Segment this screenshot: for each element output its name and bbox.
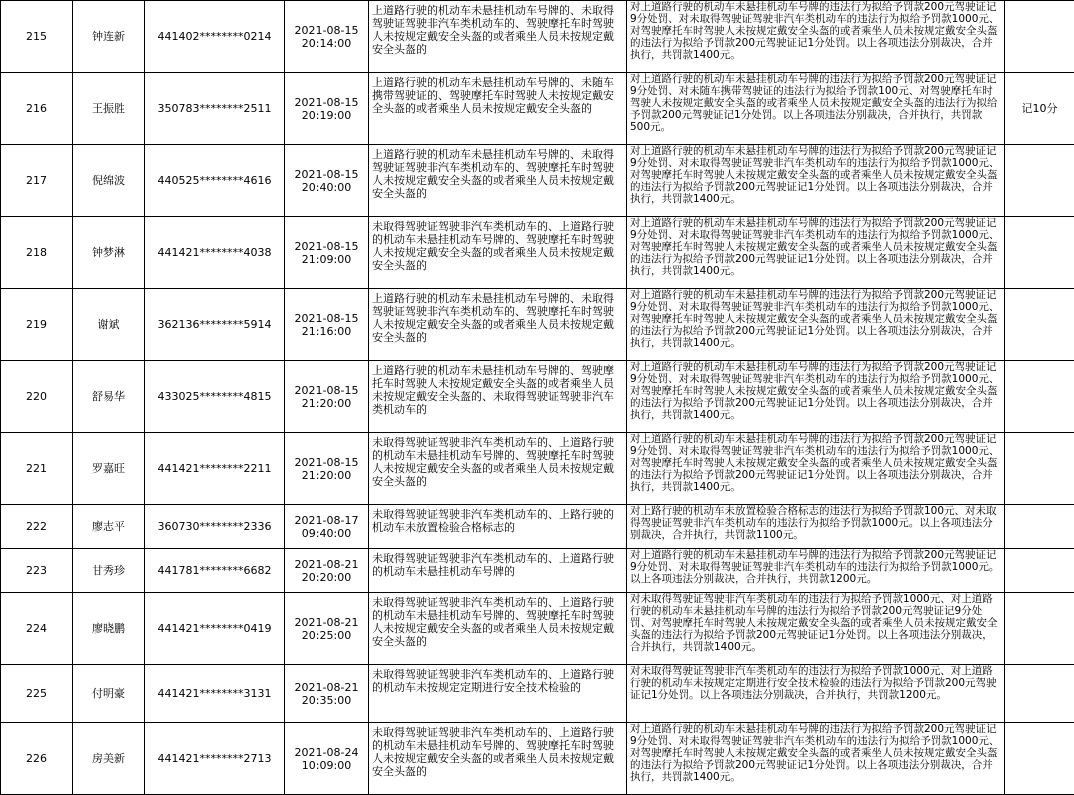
violation-description: 未取得驾驶证驾驶非汽车类机动车的、上道路行驶的机动车未悬挂机动车号牌的、驾驶摩托车时驾驶人未按规定戴安全头盔的或者乘坐人员未按规定戴安全头盔的 [369,593,627,665]
id-number: 350783********2511 [145,73,285,145]
table-row [1,145,1074,217]
person-name: 舒易华 [73,361,145,433]
table-row [1,1,1074,73]
row-number: 224 [1,593,73,665]
table-row [1,665,1074,723]
id-number: 441421********2713 [145,723,285,795]
violation-time: 2021-08-24 10:09:00 [285,723,369,795]
row-number: 223 [1,549,73,593]
penalty-decision: 对上路行驶的机动车未放置检验合格标志的违法行为拟给予罚款100元、对未取得驾驶证驾驶非汽车类机动车的违法行为拟给予罚款1000元。以上各项违法分别裁决，合并执行，共罚款1100元。 [627,505,1005,549]
person-name: 钟连新 [73,1,145,73]
violation-time: 2021-08-15 21:16:00 [285,289,369,361]
violation-description: 上道路行驶的机动车未悬挂机动车号牌的、未取得驾驶证驾驶非汽车类机动车的、驾驶摩托车时驾驶人未按规定戴安全头盔的或者乘坐人员未按规定戴安全头盔的 [369,289,627,361]
violation-description: 未取得驾驶证驾驶非汽车类机动车的、上道路行驶的机动车未悬挂机动车号牌的、驾驶摩托车时驾驶人未按规定戴安全头盔的或者乘坐人员未按规定戴安全头盔的 [369,433,627,505]
extra-note [1005,361,1074,433]
row-number: 221 [1,433,73,505]
row-number: 222 [1,505,73,549]
violation-time: 2021-08-15 20:19:00 [285,73,369,145]
id-number: 441421********2211 [145,433,285,505]
id-number: 440525********4616 [145,145,285,217]
violation-time: 2021-08-21 20:35:00 [285,665,369,723]
violation-description: 上道路行驶的机动车未悬挂机动车号牌的、驾驶摩托车时驾驶人未按规定戴安全头盔的或者乘坐人员未按规定戴安全头盔的、未取得驾驶证驾驶非汽车类机动车的 [369,361,627,433]
penalty-decision: 对上道路行驶的机动车未悬挂机动车号牌的违法行为拟给予罚款200元驾驶证记9分处罚、对未取得驾驶证驾驶非汽车类机动车的违法行为拟给予罚款1000元。以上各项违法分别裁决，合并执行，共罚款1200元。 [627,549,1005,593]
row-number: 218 [1,217,73,289]
id-number: 433025********4815 [145,361,285,433]
violation-description: 上道路行驶的机动车未悬挂机动车号牌的、未取得驾驶证驾驶非汽车类机动车的、驾驶摩托车时驾驶人未按规定戴安全头盔的或者乘坐人员未按规定戴安全头盔的 [369,145,627,217]
extra-note [1005,1,1074,73]
penalty-decision: 对上道路行驶的机动车未悬挂机动车号牌的违法行为拟给予罚款200元驾驶证记9分处罚、对未取得驾驶证驾驶非汽车类机动车的违法行为拟给予罚款1000元、对驾驶摩托车时驾驶人未按规定戴安全头盔的或者乘坐人员未按规定戴安全头盔的违法行为拟给予罚款200元驾驶证记1分处罚。以上各项违法分别裁决，合并执行，共罚款1400元。 [627,289,1005,361]
person-name: 甘秀珍 [73,549,145,593]
row-number: 225 [1,665,73,723]
penalty-decision: 对上道路行驶的机动车未悬挂机动车号牌的违法行为拟给予罚款200元驾驶证记9分处罚、对未取得驾驶证驾驶非汽车类机动车的违法行为拟给予罚款1000元、对驾驶摩托车时驾驶人未按规定戴安全头盔的或者乘坐人员未按规定戴安全头盔的违法行为拟给予罚款200元驾驶证记1分处罚。以上各项违法分别裁决，合并执行，共罚款1400元。 [627,361,1005,433]
violation-description: 未取得驾驶证驾驶非汽车类机动车的、上道路行驶的机动车未按规定定期进行安全技术检验的 [369,665,627,723]
table-row [1,217,1074,289]
table-row [1,433,1074,505]
id-number: 441421********0419 [145,593,285,665]
violation-description: 未取得驾驶证驾驶非汽车类机动车的、上路行驶的机动车未放置检验合格标志的 [369,505,627,549]
row-number: 216 [1,73,73,145]
id-number: 362136********5914 [145,289,285,361]
person-name: 廖志平 [73,505,145,549]
table-row [1,593,1074,665]
extra-note [1005,549,1074,593]
id-number: 441781********6682 [145,549,285,593]
extra-note [1005,723,1074,795]
violation-description: 未取得驾驶证驾驶非汽车类机动车的、上道路行驶的机动车未悬挂机动车号牌的、驾驶摩托车时驾驶人未按规定戴安全头盔的或者乘坐人员未按规定戴安全头盔的 [369,217,627,289]
penalty-decision: 对上道路行驶的机动车未悬挂机动车号牌的违法行为拟给予罚款200元驾驶证记9分处罚、对未取得驾驶证驾驶非汽车类机动车的违法行为拟给予罚款1000元、对驾驶摩托车时驾驶人未按规定戴安全头盔的或者乘坐人员未按规定戴安全头盔的违法行为拟给予罚款200元驾驶证记1分处罚。以上各项违法分别裁决，合并执行，共罚款1400元。 [627,433,1005,505]
table-row [1,73,1074,145]
violation-time: 2021-08-15 21:09:00 [285,217,369,289]
table-row [1,549,1074,593]
row-number: 226 [1,723,73,795]
person-name: 付明豪 [73,665,145,723]
penalty-decision: 对上道路行驶的机动车未悬挂机动车号牌的违法行为拟给予罚款200元驾驶证记9分处罚、对未随车携带驾驶证的违法行为拟给予罚款100元、对驾驶摩托车时驾驶人未按规定戴安全头盔的或者乘坐人员未按规定戴安全头盔的违法行为拟给予罚款200元驾驶证记1分处罚。以上各项违法分别裁决，合并执行，共罚款500元。 [627,73,1005,145]
id-number: 441421********4038 [145,217,285,289]
table-row [1,723,1074,795]
violation-time: 2021-08-15 20:40:00 [285,145,369,217]
extra-note [1005,433,1074,505]
table-row [1,289,1074,361]
violation-description: 未取得驾驶证驾驶非汽车类机动车的、上道路行驶的机动车未悬挂机动车号牌的、驾驶摩托车时驾驶人未按规定戴安全头盔的或者乘坐人员未按规定戴安全头盔的 [369,723,627,795]
row-number: 219 [1,289,73,361]
person-name: 廖晓鹏 [73,593,145,665]
violation-description: 未取得驾驶证驾驶非汽车类机动车的、上道路行驶的机动车未悬挂机动车号牌的 [369,549,627,593]
extra-note [1005,593,1074,665]
violation-time: 2021-08-17 09:40:00 [285,505,369,549]
penalty-decision: 对上道路行驶的机动车未悬挂机动车号牌的违法行为拟给予罚款200元驾驶证记9分处罚、对未取得驾驶证驾驶非汽车类机动车的违法行为拟给予罚款1000元、对驾驶摩托车时驾驶人未按规定戴安全头盔的或者乘坐人员未按规定戴安全头盔的违法行为拟给予罚款200元驾驶证记1分处罚。以上各项违法分别裁决，合并执行，共罚款1400元。 [627,217,1005,289]
person-name: 王振胜 [73,73,145,145]
penalty-decision: 对上道路行驶的机动车未悬挂机动车号牌的违法行为拟给予罚款200元驾驶证记9分处罚、对未取得驾驶证驾驶非汽车类机动车的违法行为拟给予罚款1000元、对驾驶摩托车时驾驶人未按规定戴安全头盔的或者乘坐人员未按规定戴安全头盔的违法行为拟给予罚款200元驾驶证记1分处罚。以上各项违法分别裁决，合并执行，共罚款1400元。 [627,723,1005,795]
violation-description: 上道路行驶的机动车未悬挂机动车号牌的、未取得驾驶证驾驶非汽车类机动车的、驾驶摩托车时驾驶人未按规定戴安全头盔的或者乘坐人员未按规定戴安全头盔的 [369,1,627,73]
violation-time: 2021-08-15 21:20:00 [285,361,369,433]
extra-note [1005,289,1074,361]
row-number: 217 [1,145,73,217]
table-body [1,1,1074,795]
table-row [1,505,1074,549]
row-number: 215 [1,1,73,73]
extra-note [1005,505,1074,549]
table-row [1,361,1074,433]
violation-time: 2021-08-15 21:20:00 [285,433,369,505]
penalty-decision: 对上道路行驶的机动车未悬挂机动车号牌的违法行为拟给予罚款200元驾驶证记9分处罚、对未取得驾驶证驾驶非汽车类机动车的违法行为拟给予罚款1000元、对驾驶摩托车时驾驶人未按规定戴安全头盔的或者乘坐人员未按规定戴安全头盔的违法行为拟给予罚款200元驾驶证记1分处罚。以上各项违法分别裁决，合并执行，共罚款1400元。 [627,145,1005,217]
extra-note [1005,665,1074,723]
violation-time: 2021-08-21 20:25:00 [285,593,369,665]
id-number: 441421********3131 [145,665,285,723]
violation-time: 2021-08-21 20:20:00 [285,549,369,593]
extra-note [1005,145,1074,217]
person-name: 钟梦淋 [73,217,145,289]
person-name: 房美新 [73,723,145,795]
violation-description: 上道路行驶的机动车未悬挂机动车号牌的、未随车携带驾驶证的、驾驶摩托车时驾驶人未按规定戴安全头盔的或者乘坐人员未按规定戴安全头盔的 [369,73,627,145]
penalty-decision: 对上道路行驶的机动车未悬挂机动车号牌的违法行为拟给予罚款200元驾驶证记9分处罚、对未取得驾驶证驾驶非汽车类机动车的违法行为拟给予罚款1000元、对驾驶摩托车时驾驶人未按规定戴安全头盔的或者乘坐人员未按规定戴安全头盔的违法行为拟给予罚款200元驾驶证记1分处罚。以上各项违法分别裁决，合并执行，共罚款1400元。 [627,1,1005,73]
extra-note [1005,217,1074,289]
penalty-decision: 对未取得驾驶证驾驶非汽车类机动车的违法行为拟给予罚款1000元、对上道路行驶的机动车未悬挂机动车号牌的违法行为拟给予罚款200元驾驶证记9分处罚、对驾驶摩托车时驾驶人未按规定戴安全头盔的或者乘坐人员未按规定戴安全头盔的违法行为拟给予罚款200元驾驶证记1分处罚。以上各项违法分别裁决，合并执行，共罚款1400元。 [627,593,1005,665]
violation-time: 2021-08-15 20:14:00 [285,1,369,73]
extra-note: 记10分 [1005,73,1074,145]
penalty-decision: 对未取得驾驶证驾驶非汽车类机动车的违法行为拟给予罚款1000元、对上道路行驶的机动车未按规定定期进行安全技术检验的违法行为拟给予罚款200元驾驶证记1分处罚。以上各项违法分别裁决，合并执行，共罚款1200元。 [627,665,1005,723]
row-number: 220 [1,361,73,433]
person-name: 倪绵波 [73,145,145,217]
person-name: 谢斌 [73,289,145,361]
person-name: 罗嘉旺 [73,433,145,505]
id-number: 360730********2336 [145,505,285,549]
id-number: 441402********0214 [145,1,285,73]
